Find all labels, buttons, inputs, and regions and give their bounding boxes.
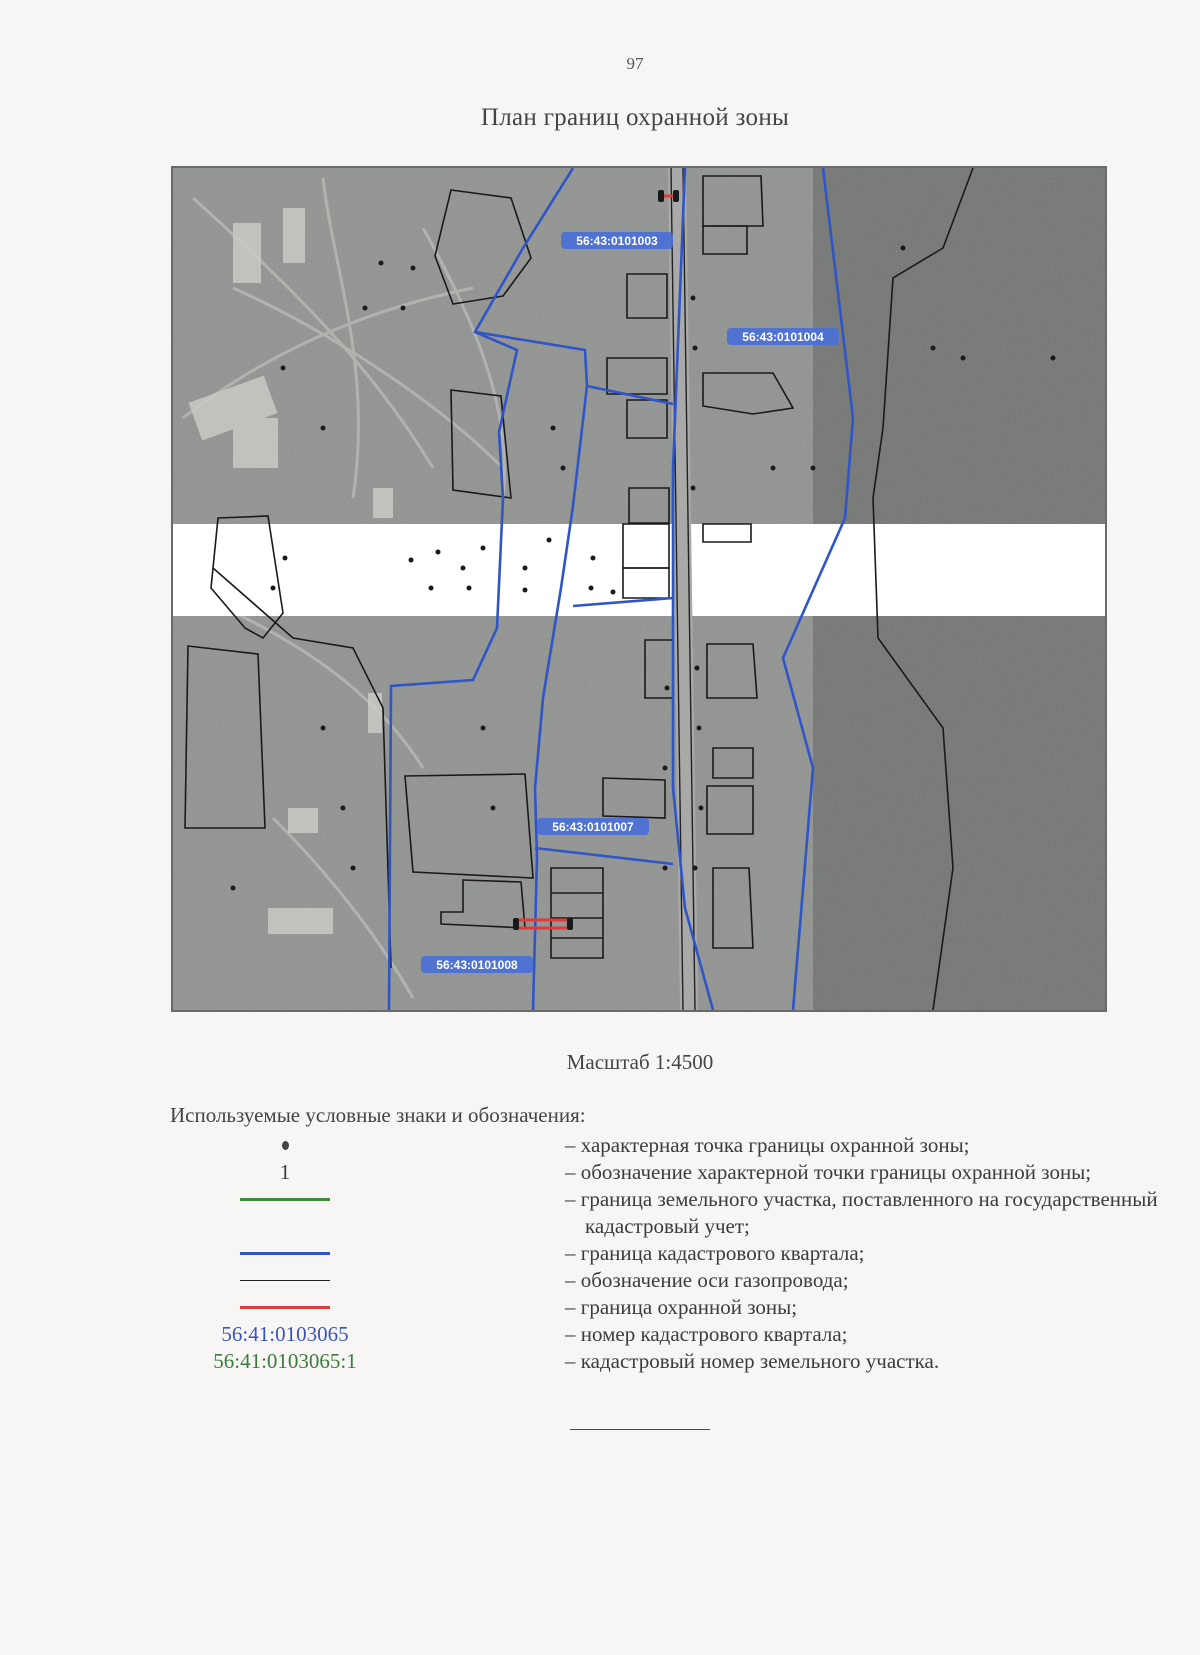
legend-item-quarter-number: 56:41:0103065 – номер кадастрового квартала; xyxy=(221,1322,848,1346)
parcel-number-sample: 56:41:0103065:1 xyxy=(213,1349,357,1373)
quarter-label-0101007: 56:43:0101007 xyxy=(552,820,634,834)
cadastral-map xyxy=(171,166,1107,1012)
black-line-icon xyxy=(240,1280,330,1281)
end-rule xyxy=(570,1429,710,1430)
legend-item-quarter-boundary: – граница кадастрового квартала; xyxy=(160,1240,1170,1267)
legend-item-parcel-number: 56:41:0103065:1 – кадастровый номер земельного участка. xyxy=(213,1349,940,1373)
quarter-number-sample: 56:41:0103065 xyxy=(221,1322,349,1346)
legend-item-protection-zone: – граница охранной зоны; xyxy=(160,1294,1170,1321)
blue-line-icon xyxy=(240,1252,330,1255)
quarter-label-0101008: 56:43:0101008 xyxy=(436,958,518,972)
protection-zone-band xyxy=(173,524,1105,616)
legend-item-parcel-boundary: – граница земельного участка, поставленного на государственный xyxy=(160,1186,1170,1213)
legend-item-parcel-boundary-cont: кадастровый учет; xyxy=(585,1214,750,1238)
legend-item-pipeline-axis: – обозначение оси газопровода; xyxy=(160,1267,1170,1294)
quarter-label-0101004: 56:43:0101004 xyxy=(742,330,824,344)
legend-heading: Используемые условные знаки и обозначения: xyxy=(170,1103,586,1127)
map-scale: Масштаб 1:4500 xyxy=(566,1050,714,1074)
green-line-icon xyxy=(240,1198,330,1201)
point-number-symbol: 1 xyxy=(279,1160,291,1184)
page-number: 97 xyxy=(626,54,644,73)
quarter-label-0101003: 56:43:0101003 xyxy=(576,234,658,248)
legend-item-point-label: 1 – обозначение характерной точки границы охранной зоны; xyxy=(279,1160,1092,1184)
dot-icon xyxy=(282,1141,289,1150)
legend xyxy=(160,1132,1170,1375)
legend-item-point: – характерная точка границы охранной зоны; xyxy=(160,1132,1170,1159)
red-line-icon xyxy=(240,1306,330,1309)
document-title: План границ охранной зоны xyxy=(480,104,790,131)
